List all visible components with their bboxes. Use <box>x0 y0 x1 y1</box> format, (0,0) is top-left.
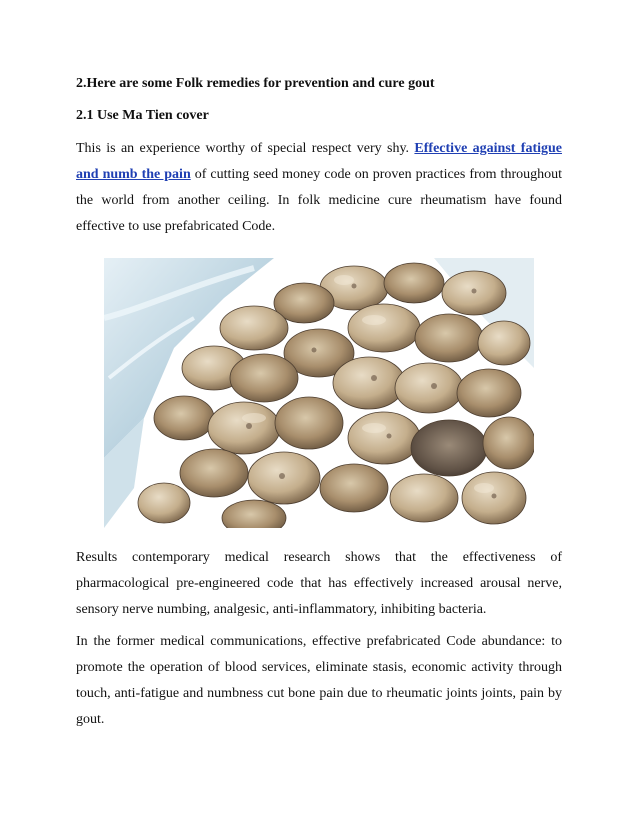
intro-paragraph <box>76 136 562 240</box>
intro-text-before-link: This is an experience worthy of special respect very shy. <box>76 141 415 156</box>
ma-tien-seeds-photo <box>104 258 534 528</box>
fatigue-pain-link[interactable]: Effective against fatigue and numb the pain <box>76 141 562 182</box>
former-block <box>76 629 562 733</box>
section-top <box>76 74 562 240</box>
results-paragraph: Results contemporary medical research shows that the effectiveness of pharmacological pre-engineered code that has effectively increased arousal nerve, sensory nerve numbing, analgesic, anti-inflammatory, inhibiting bacteria. <box>76 550 562 617</box>
intro-text-after-link: of cutting seed money code on proven practices from throughout the world from another ceiling. In folk medicine cure rheumatism have found effective to use prefabricated Code. <box>76 167 562 234</box>
former-paragraph: In the former medical communications, effective prefabricated Code abundance: to promote the operation of blood services, eliminate stasis, economic activity through touch, anti-fatigue and numbness cut bone pain due to rheumatic joints joints, pain by gout. <box>76 634 562 727</box>
subsection-heading: 2.1 Use Ma Tien cover <box>76 108 209 123</box>
section-heading: 2.Here are some Folk remedies for prevention and cure gout <box>76 76 435 91</box>
seeds-illustration <box>104 258 534 528</box>
results-block <box>76 545 562 623</box>
